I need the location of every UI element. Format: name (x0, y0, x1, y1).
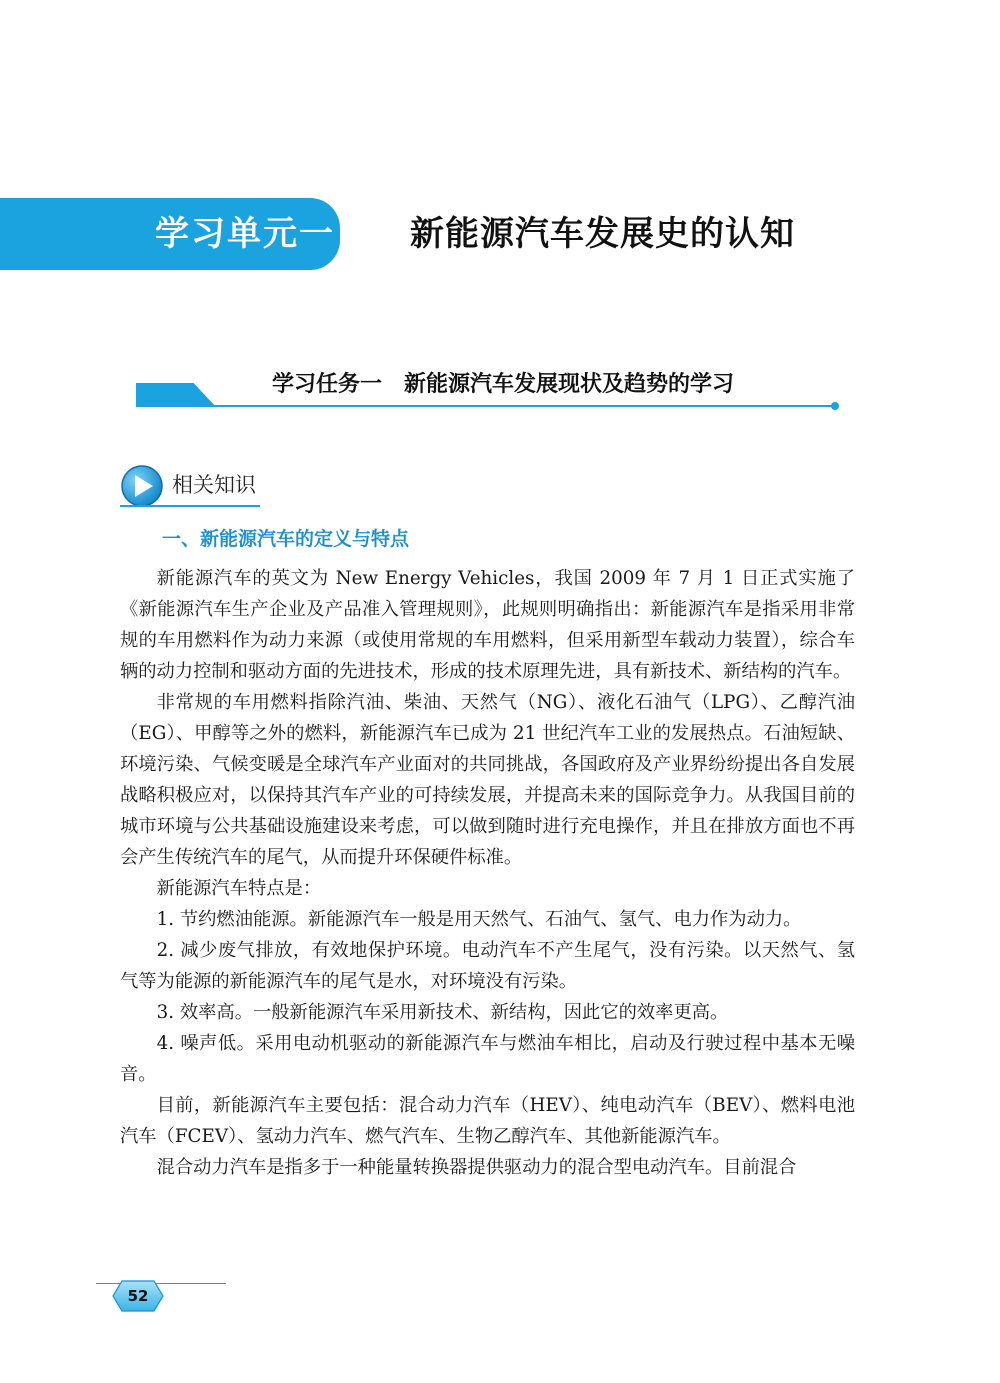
list-item: 1. 节约燃油能源。新能源汽车一般是用天然气、石油气、氢气、电力作为动力。 (156, 909, 802, 930)
paragraph: 新能源汽车特点是： (156, 878, 322, 899)
knowledge-title: 相关知识 (172, 473, 256, 497)
task-title-end-dot (831, 402, 839, 410)
unit-title: 新能源汽车发展史的认知 (410, 214, 795, 254)
knowledge-underline (120, 505, 260, 507)
body-text (120, 563, 855, 1183)
paragraph: 混合动力汽车是指多于一种能量转换器提供驱动力的混合型电动汽车。目前混合 (156, 1157, 797, 1178)
paragraph: 目前，新能源汽车主要包括：混合动力汽车（HEV）、纯电动汽车（BEV）、燃料电池汽车（FCEV）、氢动力汽车、燃气汽车、生物乙醇汽车、其他新能源汽车。 (120, 1095, 855, 1147)
page-number: 52 (127, 1287, 149, 1305)
task-title: 学习任务一 新能源汽车发展现状及趋势的学习 (272, 371, 735, 397)
play-arrow-icon (120, 464, 164, 508)
task-title-underline (136, 405, 834, 407)
paragraph: 新能源汽车的英文为 New Energy Vehicles，我国 2009 年 7 月 1 日正式实施了《新能源汽车生产企业及产品准入管理规则》，此规则明确指出：新能源汽车是指采用非常规的车用燃料作为动力来源（或使用常规的车用燃料，但采用新型车载动力装置），综合车辆的动力控制和驱动方面的先进技术，形成的技术原理先进，具有新技术、新结构的汽车。 (120, 568, 855, 682)
list-item: 3. 效率高。一般新能源汽车采用新技术、新结构，因此它的效率更高。 (156, 1002, 729, 1023)
task-title-bar (136, 383, 216, 407)
paragraph: 非常规的车用燃料指除汽油、柴油、天然气（NG）、液化石油气（LPG）、乙醇汽油（EG）、甲醇等之外的燃料，新能源汽车已成为 21 世纪汽车工业的发展热点。石油短缺、环境污染、气候变暖是全球汽车产业面对的共同挑战，各国政府及产业界纷纷提出各自发展战略积极应对，以保持其汽车产业的可持续发展，并提高未来的国际竞争力。从我国目前的城市环境与公共基础设施建设来考虑，可以做到随时进行充电操作，并且在排放方面也不再会产生传统汽车的尾气，从而提升环保硬件标准。 (120, 692, 855, 868)
list-item: 2. 减少废气排放，有效地保护环境。电动汽车不产生尾气，没有污染。以天然气、氢气等为能源的新能源汽车的尾气是水，对环境没有污染。 (120, 940, 855, 992)
list-item: 4. 噪声低。采用电动机驱动的新能源汽车与燃油车相比，启动及行驶过程中基本无噪音。 (120, 1033, 855, 1085)
unit-label: 学习单元一 (155, 214, 335, 254)
section-heading: 一、新能源汽车的定义与特点 (162, 528, 410, 550)
